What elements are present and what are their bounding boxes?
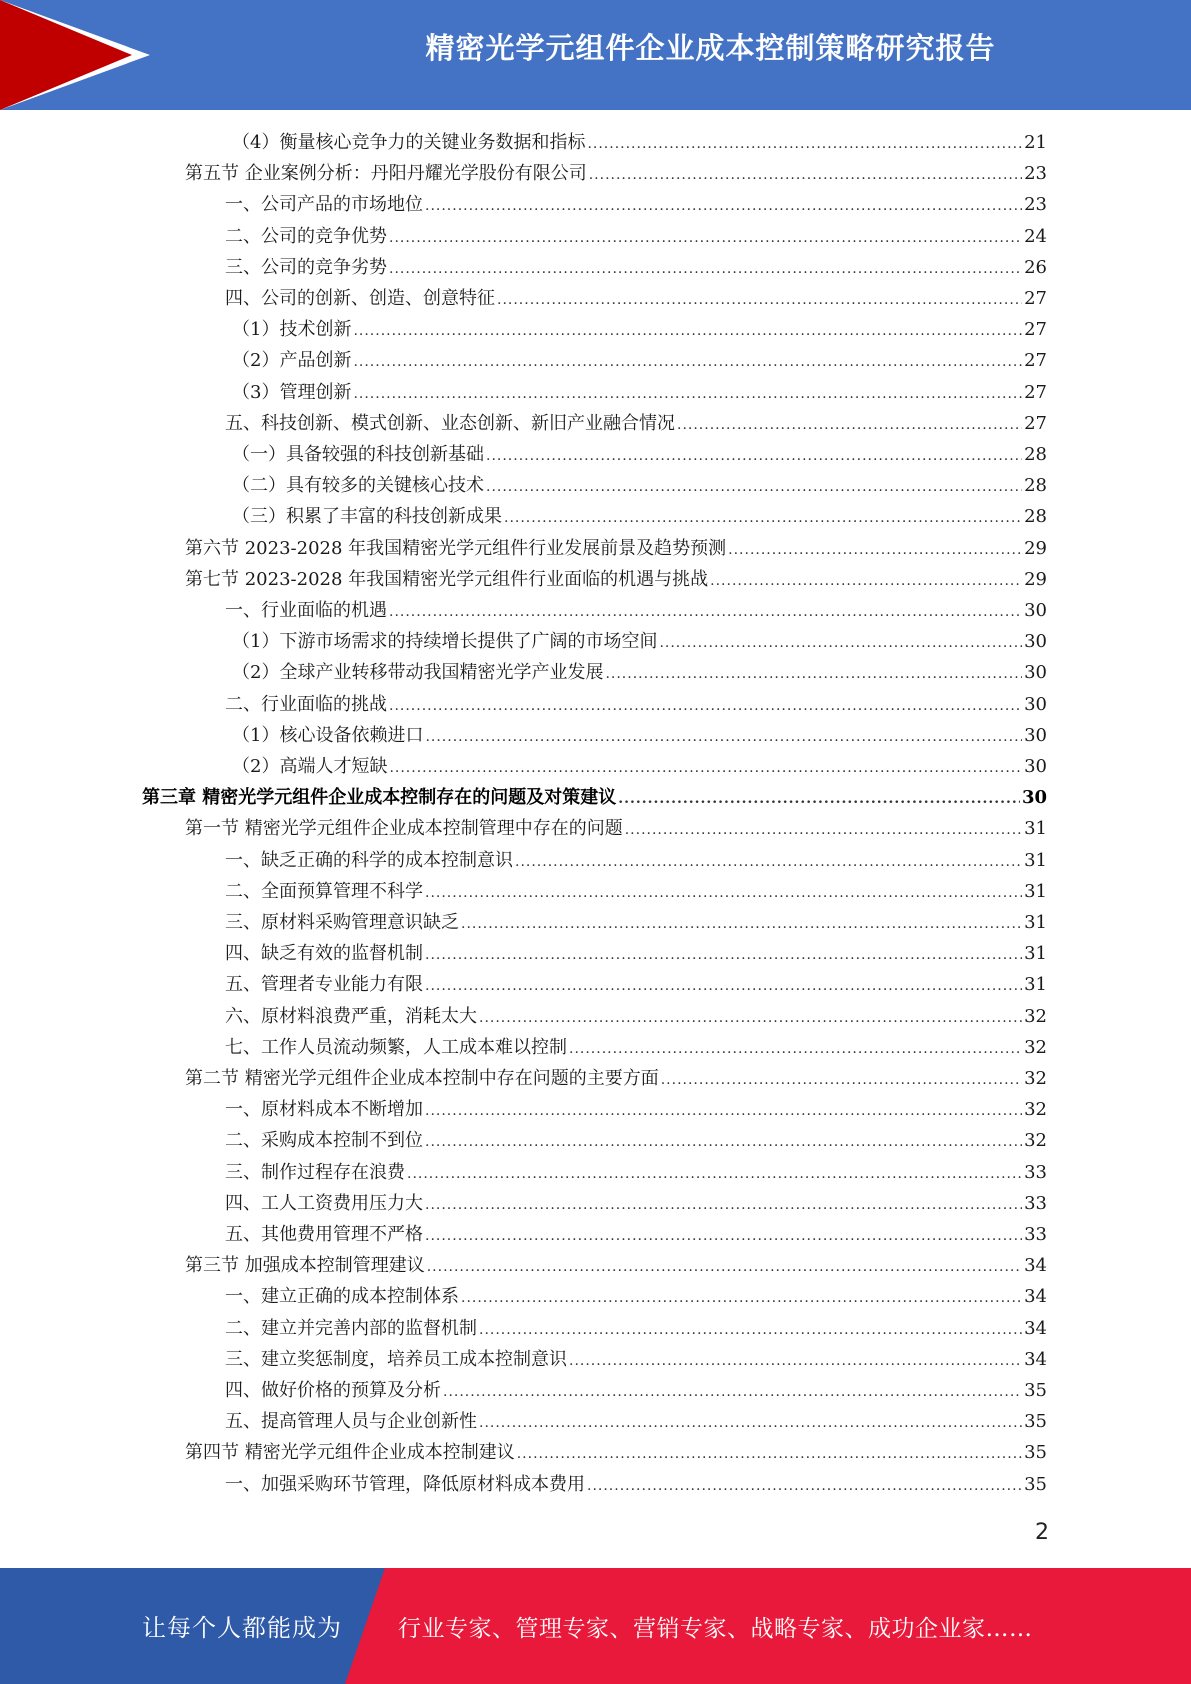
toc-entry-title: 四、做好价格的预算及分析 [225,1380,441,1401]
toc-entry[interactable] [232,315,1047,346]
toc-entry[interactable] [225,1314,1047,1345]
toc-entry[interactable] [232,721,1047,752]
toc-dot-leader [389,698,1022,714]
toc-entry-title: （1）技术创新 [232,319,352,341]
toc-entry-page: 32 [1024,1099,1047,1121]
toc-entry-title: （1）下游市场需求的持续增长提供了广阔的市场空间 [232,631,658,653]
toc-entry-page: 30 [1024,631,1047,653]
toc-entry-title: 三、建立奖惩制度，培养员工成本控制意识 [225,1348,567,1370]
toc-entry-title: 五、其他费用管理不严格 [225,1224,423,1245]
toc-entry[interactable] [225,1033,1047,1064]
toc-entry[interactable] [185,1438,1047,1469]
toc-dot-leader [425,1103,1022,1119]
toc-dot-leader [605,666,1022,682]
toc-entry-title: 第一节 精密光学元组件企业成本控制管理中存在的问题 [185,818,623,840]
toc-entry-title: （3）管理创新 [232,381,352,403]
toc-dot-leader [479,1415,1022,1431]
toc-entry-page: 35 [1024,1411,1047,1433]
toc-entry-page: 30 [1024,756,1047,777]
toc-dot-leader [353,386,1022,402]
toc-entry-title: 第五节 企业案例分析：丹阳丹耀光学股份有限公司 [185,163,587,185]
toc-entry-page: 31 [1024,943,1047,965]
toc-entry-title: （一）具备较强的科技创新基础 [232,444,484,465]
toc-entry-page: 27 [1024,288,1047,309]
toc-entry-page: 23 [1024,194,1047,216]
toc-entry-page: 27 [1024,350,1047,372]
toc-dot-leader [659,635,1022,651]
toc-entry-page: 28 [1024,475,1047,497]
toc-entry[interactable] [232,440,1047,471]
toc-dot-leader [425,978,1022,994]
toc-entry[interactable] [225,908,1047,939]
toc-entry[interactable] [185,565,1047,596]
toc-dot-leader [486,479,1022,495]
toc-dot-leader [389,760,1022,776]
toc-entry-page: 34 [1024,1286,1047,1308]
toc-dot-leader [461,916,1022,932]
toc-entry-title: 五、管理者专业能力有限 [225,974,423,996]
toc-entry-title: （2）产品创新 [232,350,352,372]
toc-dot-leader [425,729,1022,745]
toc-dot-leader [479,1322,1022,1338]
toc-entry-title: 第六节 2023-2028 年我国精密光学元组件行业发展前景及趋势预测 [185,537,727,559]
toc-entry-page: 29 [1024,537,1047,559]
toc-entry[interactable] [185,1064,1047,1095]
toc-entry[interactable] [225,846,1047,877]
toc-entry-page: 31 [1024,818,1047,840]
toc-entry-title: 一、行业面临的机遇 [225,600,387,621]
toc-entry-title: 一、建立正确的成本控制体系 [225,1286,459,1308]
toc-entry-title: 五、科技创新、模式创新、业态创新、新旧产业融合情况 [225,412,675,434]
toc-entry[interactable] [185,814,1047,845]
toc-entry-page: 31 [1024,912,1047,933]
toc-entry-title: （三）积累了丰富的科技创新成果 [232,506,502,528]
toc-entry-page: 30 [1024,693,1047,715]
toc-entry-title: 四、工人工资费用压力大 [225,1192,423,1214]
toc-entry[interactable] [225,190,1047,221]
toc-entry-title: 二、行业面临的挑战 [225,693,387,715]
toc-entry-title: 二、建立并完善内部的监督机制 [225,1317,477,1339]
toc-entry-title: 五、提高管理人员与企业创新性 [225,1411,477,1433]
toc-entry-title: 第四节 精密光学元组件企业成本控制建议 [185,1442,515,1464]
toc-entry-page: 35 [1024,1442,1047,1464]
toc-entry-page: 31 [1024,849,1047,871]
toc-entry-title: 四、公司的创新、创造、创意特征 [225,288,495,309]
toc-entry[interactable] [225,1345,1047,1376]
toc-entry-title: （2）高端人才短缺 [232,756,388,777]
toc-dot-leader [353,354,1022,370]
toc-entry-page: 27 [1024,412,1047,434]
toc-entry-title: 第二节 精密光学元组件企业成本控制中存在问题的主要方面 [185,1068,659,1089]
toc-dot-leader [587,1478,1022,1494]
toc-entry-page: 34 [1024,1255,1047,1277]
toc-entry[interactable] [185,534,1047,565]
page-number: 2 [1035,1520,1049,1545]
toc-entry[interactable] [225,970,1047,1001]
toc-entry[interactable] [185,1251,1047,1282]
toc-entry-title: 二、全面预算管理不科学 [225,880,423,902]
toc-entry-title: （二）具有较多的关键核心技术 [232,475,484,497]
toc-entry[interactable] [185,159,1047,190]
toc-entry-title: （4）衡量核心竞争力的关键业务数据和指标 [232,132,586,153]
toc-dot-leader [407,1166,1022,1182]
toc-dot-leader [443,1384,1022,1400]
toc-entry-page: 33 [1024,1192,1047,1214]
toc-entry-page: 35 [1024,1473,1047,1495]
toc-entry-page: 31 [1024,974,1047,996]
report-title: 精密光学元组件企业成本控制策略研究报告 [425,31,996,65]
toc-entry-page: 27 [1024,319,1047,341]
toc-entry-title: （1）核心设备依赖进口 [232,724,424,746]
toc-entry-page: 28 [1024,444,1047,465]
toc-entry-page: 35 [1024,1380,1047,1401]
toc-entry-page: 26 [1024,256,1047,278]
toc-dot-leader [661,1072,1022,1088]
toc-entry[interactable] [225,939,1047,970]
toc-dot-leader [389,230,1022,246]
toc-entry[interactable] [225,877,1047,908]
toc-dot-leader [389,604,1022,620]
toc-entry[interactable] [225,1095,1047,1126]
toc-entry-page: 32 [1024,1068,1047,1089]
toc-entry-page: 30 [1021,787,1047,809]
header-banner [0,0,1191,110]
toc-entry-page: 32 [1024,1130,1047,1152]
toc-entry-title: 一、原材料成本不断增加 [225,1099,423,1121]
toc-entry-page: 24 [1024,225,1047,247]
toc-entry[interactable] [232,346,1047,377]
toc-entry-title: 七、工作人员流动频繁，人工成本难以控制 [225,1036,567,1058]
toc-dot-leader [425,1228,1022,1244]
toc-dot-leader [425,885,1022,901]
toc-entry[interactable] [225,1158,1047,1189]
toc-entry[interactable] [232,627,1047,658]
toc-entry-title: 三、原材料采购管理意识缺乏 [225,912,459,933]
toc-entry-title: 三、制作过程存在浪费 [225,1161,405,1183]
toc-entry-page: 28 [1024,506,1047,528]
toc-dot-leader [618,791,1020,807]
toc-entry-page: 33 [1024,1161,1047,1183]
toc-entry-page: 31 [1024,880,1047,902]
toc-entry[interactable] [225,1189,1047,1220]
toc-entry-title: 二、采购成本控制不到位 [225,1130,423,1152]
toc-entry[interactable] [225,222,1047,253]
toc-dot-leader [504,510,1022,526]
toc-dot-leader [517,1446,1022,1462]
toc-dot-leader [677,417,1022,433]
toc-entry-page: 21 [1024,132,1047,153]
toc-entry-page: 30 [1024,724,1047,746]
toc-entry[interactable] [225,596,1047,627]
toc-entry[interactable] [225,1376,1047,1407]
toc-entry[interactable] [225,1470,1047,1501]
toc-entry-title: 六、原材料浪费严重，消耗太大 [225,1005,477,1027]
header-arrow-red [0,0,132,110]
toc-entry-page: 34 [1024,1317,1047,1339]
toc-dot-leader [425,1197,1022,1213]
toc-entry-title: 二、公司的竞争优势 [225,225,387,247]
toc-dot-leader [710,573,1022,589]
toc-entry[interactable] [225,1282,1047,1313]
toc-entry[interactable] [225,1220,1047,1251]
toc-entry[interactable] [232,502,1047,533]
toc-entry-page: 32 [1024,1036,1047,1058]
toc-entry-page: 30 [1024,600,1047,621]
footer-slogan-right: 行业专家、管理专家、营销专家、战略专家、成功企业家…… [398,1616,1033,1642]
toc-dot-leader [625,822,1022,838]
toc-chapter-entry[interactable] [142,783,1047,814]
toc-entry[interactable] [225,284,1047,315]
toc-entry[interactable] [225,1126,1047,1157]
toc-entry[interactable] [225,253,1047,284]
toc-entry-page: 33 [1024,1224,1047,1245]
toc-dot-leader [353,323,1022,339]
toc-entry-title: 一、公司产品的市场地位 [225,194,423,216]
toc-dot-leader [728,542,1022,558]
toc-dot-leader [515,854,1022,870]
toc-dot-leader [486,448,1022,464]
toc-entry-title: 第三节 加强成本控制管理建议 [185,1255,425,1277]
toc-entry-page: 27 [1024,381,1047,403]
toc-entry[interactable] [225,409,1047,440]
toc-entry[interactable] [225,1407,1047,1438]
footer-slogan-left: 让每个人都能成为 [142,1614,342,1642]
toc-entry[interactable] [232,658,1047,689]
toc-dot-leader [425,198,1022,214]
toc-dot-leader [497,292,1022,308]
toc-entry[interactable] [225,690,1047,721]
toc-entry[interactable] [225,1002,1047,1033]
toc-entry[interactable] [232,471,1047,502]
footer-blue-slant [345,1568,385,1684]
footer-banner [0,1568,1191,1684]
toc-entry-title: 一、加强采购环节管理，降低原材料成本费用 [225,1473,585,1495]
toc-entry-title: 一、缺乏正确的科学的成本控制意识 [225,849,513,871]
toc-entry-title: 第三章 精密光学元组件企业成本控制存在的问题及对策建议 [142,787,617,809]
toc-entry-page: 32 [1024,1005,1047,1027]
toc-entry-title: 第七节 2023-2028 年我国精密光学元组件行业面临的机遇与挑战 [185,568,709,590]
toc-dot-leader [569,1041,1022,1057]
toc-entry[interactable] [232,752,1047,783]
toc-entry-page: 29 [1024,568,1047,590]
toc-dot-leader [589,167,1022,183]
toc-entry-page: 30 [1024,662,1047,684]
toc-dot-leader [427,1259,1022,1275]
toc-entry-page: 23 [1024,163,1047,185]
toc-entry-title: 四、缺乏有效的监督机制 [225,943,423,965]
toc-entry-title: （2）全球产业转移带动我国精密光学产业发展 [232,662,604,684]
toc-dot-leader [587,136,1022,152]
toc-entry-title: 三、公司的竞争劣势 [225,256,387,278]
toc-dot-leader [425,1134,1022,1150]
toc-entry-page: 34 [1024,1348,1047,1370]
toc-dot-leader [389,261,1022,277]
toc-dot-leader [461,1290,1022,1306]
toc-dot-leader [479,1010,1022,1026]
toc-dot-leader [425,947,1022,963]
toc-entry[interactable] [232,378,1047,409]
toc-dot-leader [569,1353,1022,1369]
toc-entry[interactable] [232,128,1047,159]
